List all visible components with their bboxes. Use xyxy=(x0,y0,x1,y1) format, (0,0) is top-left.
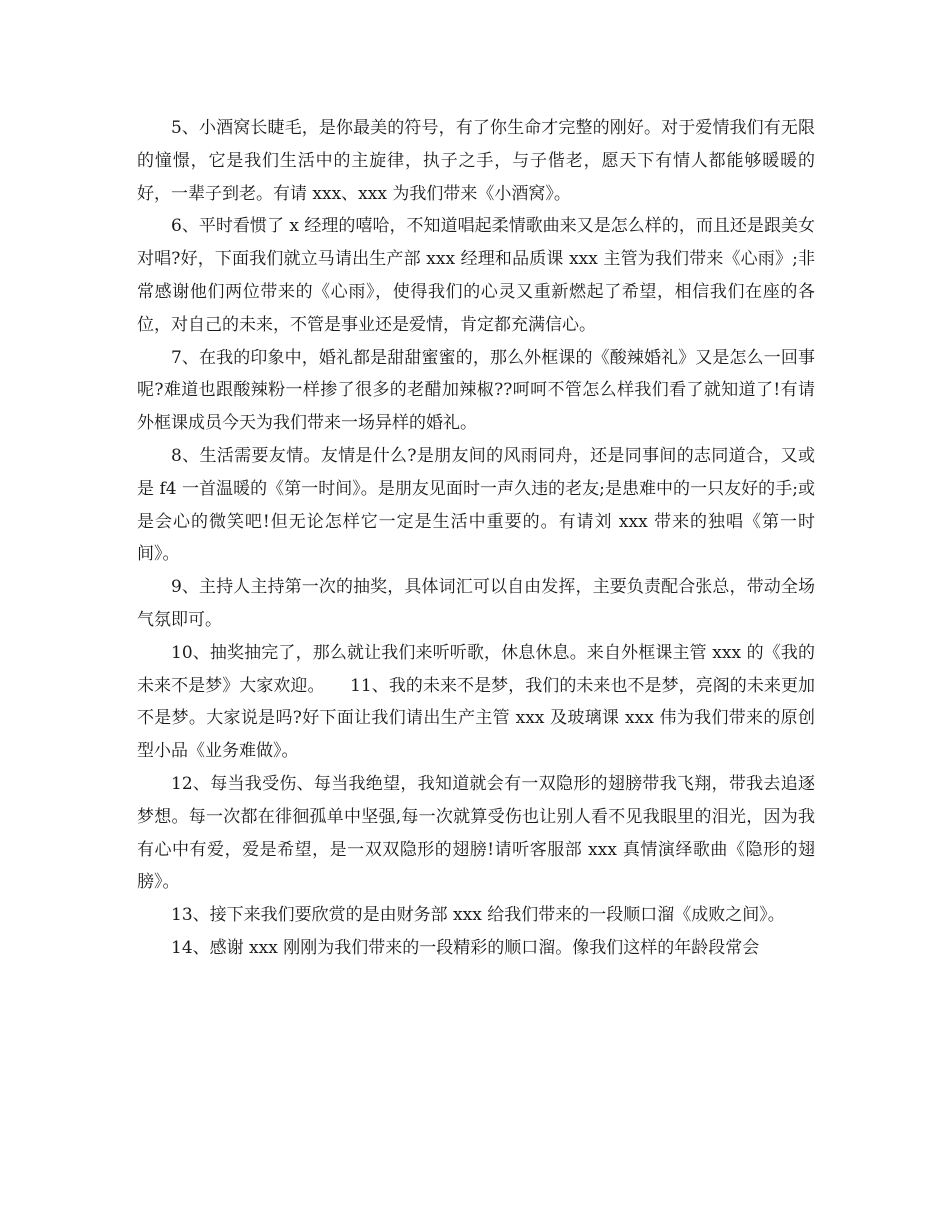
paragraph-10-11: 10、抽奖抽完了，那么就让我们来听听歌，休息休息。来自外框课主管 xxx 的《我的未来不是梦》大家欢迎。 11、我的未来不是梦，我们的未来也不是梦，亮阁的未来更加不是梦。大家说是吗?好下面让我们请出生产主管 xxx 及玻璃课 xxx 伟为我们带来的原创型小品《业务难做》。 xyxy=(137,642,815,762)
paragraph-7: 7、在我的印象中，婚礼都是甜甜蜜蜜的，那么外框课的《酸辣婚礼》又是怎么一回事呢?难道也跟酸辣粉一样掺了很多的老醋加辣椒??呵呵不管怎么样我们看了就知道了!有请外框课成员今天为我们带来一场异样的婚礼。 xyxy=(137,347,815,434)
paragraph-6: 6、平时看惯了 x 经理的嘻哈，不知道唱起柔情歌曲来又是怎么样的，而且还是跟美女对唱?好，下面我们就立马请出生产部 xxx 经理和品质课 xxx 主管为我们带来《心雨》;非常感谢他们两位带来的《心雨》，使得我们的心灵又重新燃起了希望，相信我们在座的各位，对自己的未来，不管是事业还是爱情，肯定都充满信心。 xyxy=(137,216,815,335)
paragraph-5: 5、小酒窝长睫毛，是你最美的符号，有了你生命才完整的刚好。对于爱情我们有无限的憧憬，它是我们生活中的主旋律，执子之手，与子偕老，愿天下有情人都能够暖暖的好，一辈子到老。有请 xxx、xxx 为我们带来《小酒窝》。 xyxy=(137,118,815,204)
paragraph-9: 9、主持人主持第一次的抽奖，具体词汇可以自由发挥，主要负责配合张总，带动全场气氛即可。 xyxy=(137,577,815,630)
document-body xyxy=(137,112,815,965)
paragraph-8: 8、生活需要友情。友情是什么?是朋友间的风雨同舟，还是同事间的志同道合，又或是 f4 一首温暖的《第一时间》。是朋友见面时一声久违的老友;是患难中的一只友好的手;或是会心的微笑吧!但无论怎样它一定是生活中重要的。有请刘 xxx 带来的独唱《第一时间》。 xyxy=(137,445,815,565)
paragraph-13: 13、接下来我们要欣赏的是由财务部 xxx 给我们带来的一段顺口溜《成败之间》。 xyxy=(171,905,785,926)
paragraph-12: 12、每当我受伤、每当我绝望，我知道就会有一双隐形的翅膀带我飞翔，带我去追逐梦想。每一次都在徘徊孤单中坚强,每一次就算受伤也让别人看不见我眼里的泪光，因为我有心中有爱，爱是希望，是一双双隐形的翅膀!请听客服部 xxx 真情演绎歌曲《隐形的翅膀》。 xyxy=(137,773,815,893)
paragraph-14: 14、感谢 xxx 刚刚为我们带来的一段精彩的顺口溜。像我们这样的年龄段常会 xyxy=(171,937,760,958)
